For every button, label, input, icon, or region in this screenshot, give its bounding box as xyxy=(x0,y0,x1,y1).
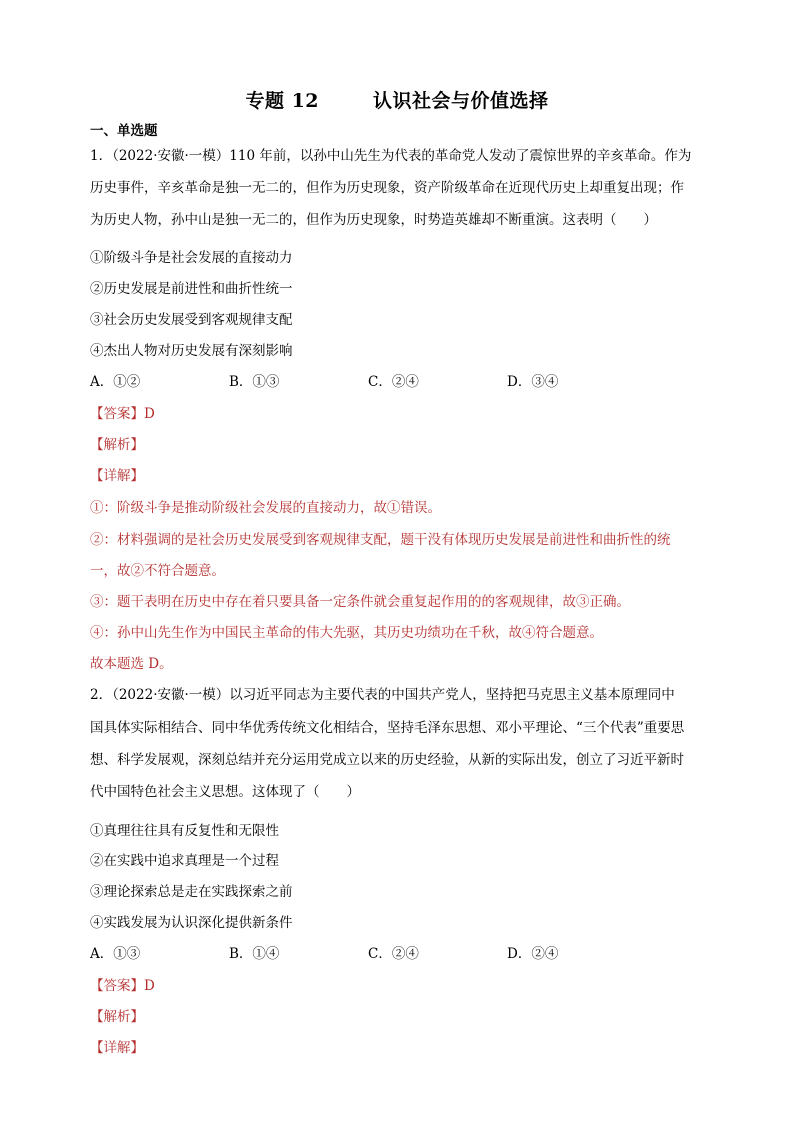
q1-detail-3: 一，故②不符合题意。 xyxy=(90,563,225,579)
q2-detail-label: 【详解】 xyxy=(90,1040,144,1056)
q1-statement-2: ②历史发展是前进性和曲折性统一 xyxy=(90,281,293,297)
q2-stem-line-2: 国具体实际相结合、同中华优秀传统文化相结合，坚持毛泽东思想、邓小平理论、“三个代表”重要思 xyxy=(90,720,685,736)
q2-option-b: B．①④ xyxy=(229,946,280,962)
q1-statement-3: ③社会历史发展受到客观规律支配 xyxy=(90,312,293,328)
q2-options xyxy=(90,945,558,963)
q2-stem-line-3: 想、科学发展观，深刻总结并充分运用党成立以来的历史经验，从新的实际出发，创立了习近平新时 xyxy=(90,752,684,768)
q1-stem-line-2: 历史事件，辛亥革命是独一无二的，但作为历史现象，资产阶级革命在近现代历史上却重复出现；作 xyxy=(90,180,684,196)
q2-option-a: A．①③ xyxy=(90,946,141,962)
q2-answer: 【答案】D xyxy=(90,978,155,994)
page-title xyxy=(0,86,794,113)
q2-stem-line-1: 2．（2022·安徽·一模）以习近平同志为主要代表的中国共产党人，坚持把马克思主义基本原理同中 xyxy=(90,687,675,703)
q1-statement-4: ④杰出人物对历史发展有深刻影响 xyxy=(90,343,293,359)
q1-detail-5: ④：孙中山先生作为中国民主革命的伟大先驱，其历史功绩功在千秋，故④符合题意。 xyxy=(90,625,603,641)
q1-options xyxy=(90,373,558,391)
q1-detail-label: 【详解】 xyxy=(90,468,144,484)
q1-option-a: A．①② xyxy=(90,374,141,390)
q1-answer: 【答案】D xyxy=(90,406,155,422)
q2-stem-line-4: 代中国特色社会主义思想。这体现了（ ） xyxy=(90,784,360,800)
q1-conclusion: 故本题选 D。 xyxy=(90,656,173,672)
q1-option-b: B．①③ xyxy=(229,374,280,390)
q1-stem-line-3: 为历史人物，孙中山是独一无二的，但作为历史现象，时势造英雄却不断重演。这表明（ ） xyxy=(90,212,657,228)
q2-statement-2: ②在实践中追求真理是一个过程 xyxy=(90,853,279,869)
q1-option-c: C．②④ xyxy=(368,374,419,390)
q2-option-c: C．②④ xyxy=(368,946,419,962)
q1-option-d: D．③④ xyxy=(507,374,559,390)
q2-option-d: D．②④ xyxy=(507,946,559,962)
q1-statement-1: ①阶级斗争是社会发展的直接动力 xyxy=(90,250,293,266)
topic-number: 专题 12 xyxy=(245,90,320,112)
q2-statement-3: ③理论探索总是走在实践探索之前 xyxy=(90,884,293,900)
q1-analysis-label: 【解析】 xyxy=(90,437,144,453)
q2-analysis-label: 【解析】 xyxy=(90,1009,144,1025)
q2-statement-1: ①真理往往具有反复性和无限性 xyxy=(90,823,279,839)
section-heading: 一、单选题 xyxy=(90,123,158,139)
q1-stem-line-1: 1．（2022·安徽·一模）110 年前，以孙中山先生为代表的革命党人发动了震惊世界的辛亥革命。作为 xyxy=(90,148,692,164)
q2-statement-4: ④实践发展为认识深化提供新条件 xyxy=(90,915,293,931)
q1-detail-2: ②：材料强调的是社会历史发展受到客观规律支配，题干没有体现历史发展是前进性和曲折性的统 xyxy=(90,532,671,548)
q1-detail-1: ①：阶级斗争是推动阶级社会发展的直接动力，故①错误。 xyxy=(90,500,441,516)
q1-detail-4: ③：题干表明在历史中存在着只要具备一定条件就会重复起作用的的客观规律，故③正确。 xyxy=(90,594,630,610)
topic-title: 认识社会与价值选择 xyxy=(373,90,549,112)
